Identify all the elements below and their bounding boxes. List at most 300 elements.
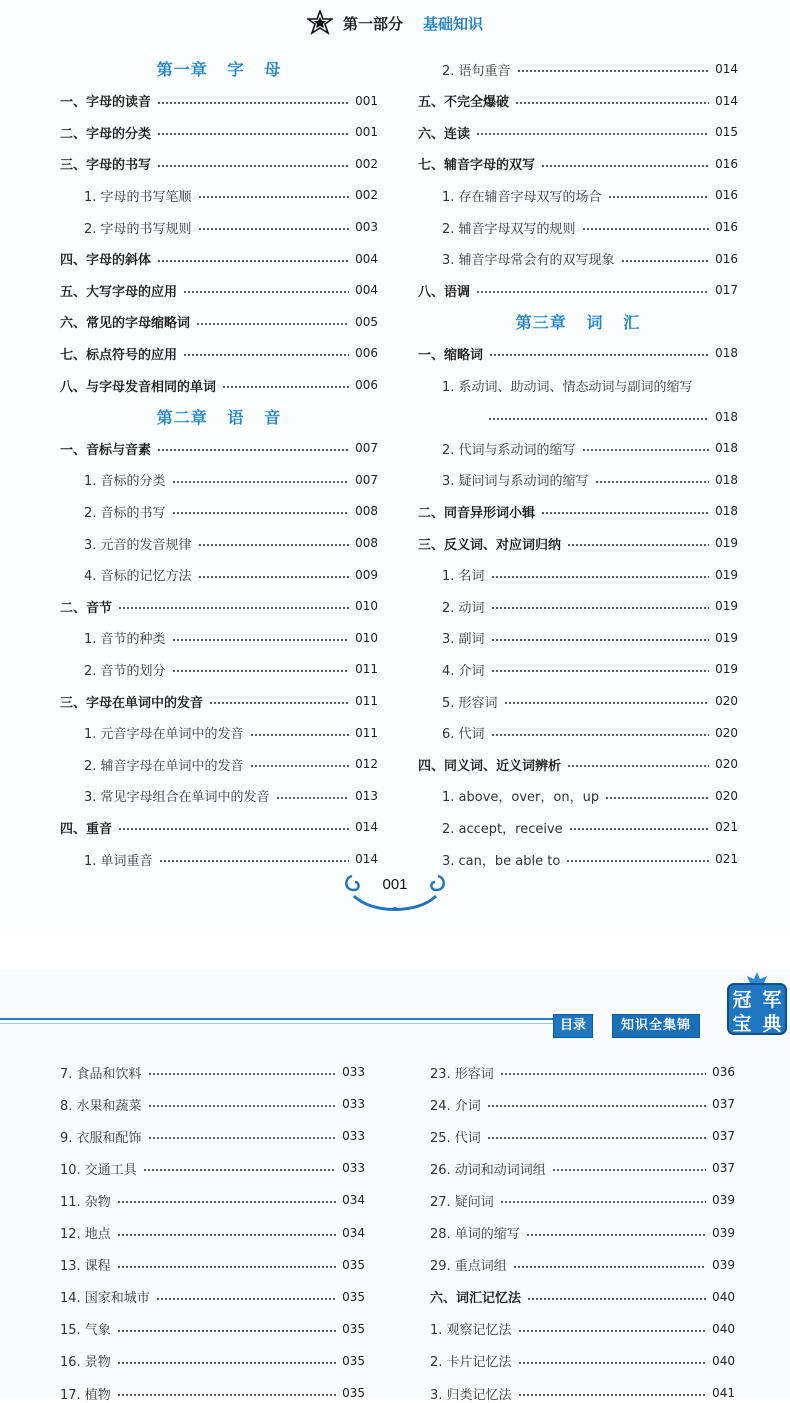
entry-title: 5. 形容词 [442, 695, 498, 711]
dot-leader [117, 1362, 336, 1364]
part-title: 基础知识 [423, 14, 484, 33]
toc-subsection-entry[interactable] [442, 659, 738, 679]
entry-title: 3. 元音的发音规律 [84, 537, 192, 553]
entry-page-number: 036 [712, 1065, 735, 1079]
entry-page-number: 011 [355, 662, 378, 677]
entry-title: 14. 国家和城市 [60, 1291, 150, 1307]
entry-title: 四、重音 [60, 821, 113, 837]
entry-page-number: 016 [715, 188, 738, 203]
entry-title: 17. 植物 [60, 1387, 111, 1403]
dot-leader [552, 1169, 706, 1171]
entry-page-number: 033 [342, 1129, 365, 1144]
entry-page-number: 007 [355, 441, 378, 456]
toc-section-entry[interactable] [418, 280, 738, 300]
toc-subsection-entry[interactable] [430, 1158, 735, 1178]
entry-title: 13. 课程 [60, 1259, 111, 1275]
toc-subsection-entry[interactable] [60, 1062, 365, 1082]
dot-leader [148, 1105, 337, 1107]
entry-title: 11. 杂物 [60, 1194, 111, 1210]
entry-page-number: 035 [342, 1386, 365, 1400]
dot-leader [198, 196, 350, 198]
toc-section-entry[interactable] [60, 438, 378, 458]
entry-title: 4. 介词 [442, 663, 485, 679]
entry-page-number: 033 [342, 1065, 365, 1079]
entry-title: 六、常见的字母缩略词 [60, 316, 191, 332]
chapter-heading: 第一章 字 母 [156, 60, 282, 79]
dot-leader [491, 576, 710, 578]
dot-leader [198, 544, 350, 546]
entry-title: 1. 音标的分类 [84, 474, 166, 490]
toc-subsection-entry[interactable] [430, 1126, 735, 1146]
entry-title: 3. can，be able to [442, 853, 561, 869]
entry-page-number: 016 [715, 220, 738, 234]
entry-page-number: 009 [355, 567, 378, 582]
toc-section-entry[interactable] [60, 154, 378, 174]
header-rule [0, 1018, 555, 1020]
dot-leader [518, 1330, 707, 1332]
entry-page-number: 003 [355, 220, 378, 234]
toc-subsection-entry[interactable] [84, 533, 378, 553]
dot-leader [518, 1394, 707, 1396]
dot-leader [488, 418, 709, 420]
page-number-ornament [338, 868, 452, 918]
dot-leader [172, 639, 350, 641]
dot-leader [526, 1234, 706, 1236]
toc-section-entry[interactable] [60, 691, 378, 711]
entry-title: 1. above，over，on，up [442, 790, 600, 806]
dot-leader [500, 1073, 706, 1075]
toc-subsection-entry[interactable] [442, 249, 738, 269]
toc-subsection-entry[interactable] [442, 691, 738, 711]
entry-title: 八、语调 [418, 284, 471, 300]
dot-leader [143, 1169, 336, 1171]
entry-title: 10. 交通工具 [60, 1162, 137, 1178]
entry-title: 五、不完全爆破 [418, 95, 510, 111]
toc-subsection-entry[interactable] [442, 596, 738, 616]
entry-page-number: 039 [712, 1193, 735, 1208]
entry-page-number: 006 [355, 378, 378, 392]
toc-subsection-entry[interactable] [442, 375, 738, 395]
entry-page-number: 010 [355, 599, 378, 614]
entry-page-number: 019 [715, 536, 738, 550]
toc-subsection-entry[interactable] [430, 1190, 735, 1210]
logo-char-2: 军 [762, 989, 782, 1011]
toc-subsection-entry[interactable] [84, 185, 378, 205]
toc-subsection-entry[interactable] [430, 1094, 735, 1114]
dot-leader [595, 481, 710, 483]
toc-subsection-entry[interactable] [84, 565, 378, 585]
toc-subsection-entry[interactable] [60, 1287, 365, 1307]
toc-section-entry[interactable] [60, 280, 378, 300]
toc-subsection-entry[interactable] [442, 817, 738, 837]
entry-page-number: 004 [355, 251, 378, 266]
logo-char-3: 宝 [732, 1013, 752, 1035]
page-gap [0, 930, 790, 970]
dot-leader [541, 512, 709, 514]
entry-page-number: 019 [715, 599, 738, 614]
entry-page-number: 037 [712, 1097, 735, 1112]
entry-page-number: 034 [342, 1193, 365, 1208]
entry-title: 三、字母的书写 [60, 158, 152, 174]
entry-title: 2. 音节的划分 [84, 663, 166, 679]
toc-subsection-entry[interactable] [442, 185, 738, 205]
toc-subsection-entry[interactable] [60, 1319, 365, 1339]
star-icon [307, 10, 333, 36]
toc-subsection-entry[interactable] [442, 786, 738, 806]
dot-leader [118, 828, 349, 830]
toc-subsection-entry[interactable] [84, 659, 378, 679]
chapter-heading: 第三章 词 汇 [515, 312, 641, 332]
dot-leader [518, 1362, 707, 1364]
toc-subsection-entry[interactable] [84, 501, 378, 521]
toc-section-entry[interactable] [60, 122, 378, 142]
entry-title: 1. 名词 [442, 569, 485, 585]
toc-subsection-entry[interactable] [60, 1223, 365, 1243]
entry-title: 4. 音标的记忆方法 [84, 569, 192, 585]
dot-leader [504, 702, 710, 704]
entry-title: 六、连读 [418, 126, 471, 142]
entry-page-number: 014 [355, 852, 378, 866]
entry-title: 2. 音标的书写 [84, 505, 166, 521]
dot-leader [157, 165, 349, 167]
entry-title: 三、反义词、对应词归纳 [418, 537, 562, 553]
dot-leader [566, 860, 709, 862]
dot-leader [117, 1201, 336, 1203]
dot-leader [250, 765, 350, 767]
entry-page-number: 039 [712, 1257, 735, 1272]
toc-subsection-entry[interactable] [60, 1255, 365, 1275]
entry-title: 1. 元音字母在单词中的发音 [84, 727, 244, 743]
entry-title: 27. 疑问词 [430, 1194, 494, 1210]
toc-subsection-entry[interactable] [442, 59, 738, 79]
toc-subsection-entry[interactable] [430, 1223, 735, 1243]
entry-page-number: 020 [715, 788, 738, 803]
dot-leader [517, 70, 710, 72]
entry-title: 28. 单词的缩写 [430, 1227, 520, 1242]
entry-title: 3. 辅音字母常会有的双写现象 [442, 253, 615, 269]
toc-subsection-entry[interactable] [442, 565, 738, 585]
toc-subsection-entry[interactable] [84, 628, 378, 648]
toc-subsection-entry[interactable] [442, 217, 738, 237]
dot-leader [487, 1105, 706, 1107]
toc-subsection-entry[interactable] [60, 1158, 365, 1178]
dot-leader [582, 449, 710, 451]
entry-page-number: 002 [355, 156, 378, 171]
entry-page-number: 040 [712, 1321, 735, 1336]
entry-page-number: 007 [355, 472, 378, 487]
part-header [0, 6, 790, 40]
entry-page-number: 012 [355, 757, 378, 772]
toc-subsection-entry[interactable] [430, 1062, 735, 1082]
dot-leader [118, 607, 349, 609]
entry-title: 1. 观察记忆法 [430, 1323, 512, 1339]
dot-leader [569, 828, 709, 830]
entry-page-number: 018 [715, 504, 738, 519]
dot-leader [117, 1330, 336, 1332]
entry-page-number: 016 [715, 156, 738, 171]
toc-subsection-entry[interactable] [84, 849, 378, 869]
dot-leader [250, 734, 350, 736]
entry-page-number: 014 [715, 62, 738, 76]
dot-leader [172, 670, 350, 672]
entry-title: 3. 疑问词与系动词的缩写 [442, 474, 589, 490]
dot-leader [209, 702, 349, 704]
toc-subsection-entry[interactable] [60, 1094, 365, 1114]
entry-title: 六、词汇记忆法 [430, 1291, 522, 1307]
dot-leader [156, 1298, 336, 1300]
dot-leader [513, 1266, 706, 1268]
dot-leader [222, 386, 349, 388]
toc-section-entry[interactable] [418, 501, 738, 521]
toc-subsection-entry[interactable] [60, 1126, 365, 1146]
entry-page-number: 014 [715, 93, 738, 108]
entry-page-number: 018 [715, 472, 738, 487]
toc-page-2 [0, 970, 790, 1403]
dot-leader [491, 670, 710, 672]
entry-title: 8. 水果和蔬菜 [60, 1098, 142, 1114]
entry-title: 2. 辅音字母双写的规则 [442, 221, 576, 237]
entry-page-number: 040 [712, 1353, 735, 1368]
entry-title: 7. 食品和饮料 [60, 1066, 142, 1082]
dot-leader [117, 1234, 336, 1236]
dot-leader [276, 797, 350, 799]
dot-leader [476, 291, 709, 293]
entry-title: 3. 副词 [442, 632, 485, 648]
toc-subsection-entry[interactable] [442, 438, 738, 458]
entry-page-number: 035 [342, 1289, 365, 1304]
toc-section-entry[interactable] [60, 596, 378, 616]
toc-subsection-entry[interactable] [84, 723, 378, 743]
toc-section-entry[interactable] [418, 533, 738, 553]
toc-section-entry[interactable] [418, 91, 738, 111]
brand-logo [726, 970, 788, 1036]
entry-title: 6. 代词 [442, 727, 485, 743]
entry-title: 八、与字母发音相同的单词 [60, 379, 217, 395]
entry-title: 2. 字母的书写规则 [84, 221, 192, 237]
entry-page-number: 033 [342, 1161, 365, 1176]
dot-leader [608, 196, 710, 198]
dot-leader [491, 734, 710, 736]
logo-char-1: 冠 [732, 989, 752, 1011]
toc-section-entry[interactable] [60, 343, 378, 363]
entry-title: 四、同义词、近义词辨析 [418, 758, 562, 774]
dot-leader [541, 165, 709, 167]
tag-contents: 目录 [553, 1014, 593, 1038]
entry-page-number: 037 [712, 1161, 735, 1176]
entry-page-number: 001 [355, 93, 378, 108]
dot-leader [487, 1137, 706, 1139]
dot-leader [172, 512, 350, 514]
entry-title: 四、字母的斜体 [60, 253, 152, 269]
entry-title: 1. 系动词、助动词、情态动词与副词的缩写 [442, 379, 693, 395]
dot-leader [567, 544, 709, 546]
entry-title: 1. 单词重音 [84, 853, 153, 869]
toc-section-entry[interactable] [60, 312, 378, 332]
entry-page-number: 034 [342, 1225, 365, 1240]
entry-title: 2. 语句重音 [442, 63, 511, 79]
toc-subsection-entry[interactable] [442, 849, 738, 869]
dot-leader [500, 1201, 706, 1203]
toc-section-entry[interactable] [418, 122, 738, 142]
entry-title: 26. 动词和动词词组 [430, 1162, 546, 1178]
entry-page-number: 011 [355, 694, 378, 708]
entry-page-number: 037 [712, 1129, 735, 1144]
dot-leader [198, 228, 350, 230]
toc-section-entry[interactable] [418, 154, 738, 174]
entry-page-number: 040 [712, 1289, 735, 1304]
entry-page-number: 006 [355, 346, 378, 361]
dot-leader [515, 102, 709, 104]
entry-page-number: 018 [715, 441, 738, 456]
toc-subsection-entry[interactable] [84, 470, 378, 490]
entry-page-number: 035 [342, 1353, 365, 1368]
entry-title: 一、音标与音素 [60, 442, 152, 458]
entry-title: 3. 常见字母组合在单词中的发音 [84, 790, 270, 806]
page-number: 001 [382, 876, 408, 893]
toc-subsection-entry[interactable] [430, 1351, 735, 1371]
dot-leader [148, 1073, 337, 1075]
dot-leader [159, 860, 350, 862]
dot-leader [117, 1394, 336, 1396]
entry-page-number: 008 [355, 504, 378, 519]
entry-page-number: 020 [715, 725, 738, 740]
logo-char-4: 典 [762, 1013, 782, 1035]
dot-leader [605, 797, 709, 799]
dot-leader [476, 133, 709, 135]
entry-page-number: 011 [355, 725, 378, 740]
entry-page-number: 020 [715, 757, 738, 772]
dot-leader [567, 765, 709, 767]
toc-subsection-entry[interactable] [84, 217, 378, 237]
entry-page-number: 017 [715, 283, 738, 298]
toc-subsection-entry[interactable] [60, 1351, 365, 1371]
dot-leader [198, 576, 350, 578]
toc-subsection-entry[interactable] [442, 628, 738, 648]
toc-subsection-entry[interactable] [430, 1319, 735, 1339]
entry-title: 1. 存在辅音字母双写的场合 [442, 189, 602, 205]
toc-subsection-entry[interactable] [60, 1383, 365, 1403]
entry-page-number: 021 [715, 820, 738, 835]
entry-page-number: 020 [715, 694, 738, 708]
entry-page-number: 013 [355, 788, 378, 803]
entry-title: 23. 形容词 [430, 1066, 494, 1082]
toc-subsection-entry[interactable] [442, 470, 738, 490]
toc-section-entry[interactable] [60, 249, 378, 269]
chapter-heading: 第二章 语 音 [156, 407, 282, 427]
toc-subsection-entry[interactable] [482, 407, 738, 427]
dot-leader [148, 1137, 337, 1139]
entry-page-number: 035 [342, 1257, 365, 1272]
entry-title: 25. 代词 [430, 1130, 481, 1146]
entry-title: 1. 字母的书写笔顺 [84, 189, 192, 205]
toc-subsection-entry[interactable] [84, 786, 378, 806]
entry-page-number: 004 [355, 283, 378, 298]
toc-section-entry[interactable] [60, 91, 378, 111]
part-label: 第一部分 [342, 14, 403, 33]
entry-page-number: 041 [712, 1386, 735, 1400]
toc-subsection-entry[interactable] [442, 723, 738, 743]
entry-title: 七、标点符号的应用 [60, 347, 178, 363]
entry-title: 2. 动词 [442, 600, 485, 616]
entry-page-number: 019 [715, 662, 738, 677]
dot-leader [157, 449, 349, 451]
entry-title: 12. 地点 [60, 1227, 111, 1242]
dot-leader [491, 639, 710, 641]
entry-title: 二、同音异形词小辑 [418, 505, 536, 521]
toc-section-entry[interactable] [430, 1287, 735, 1307]
entry-title: 9. 衣服和配饰 [60, 1130, 142, 1146]
entry-title: 2. 辅音字母在单词中的发音 [84, 758, 244, 774]
entry-title: 29. 重点词组 [430, 1259, 507, 1275]
dot-leader [582, 228, 710, 230]
entry-title: 七、辅音字母的双写 [418, 158, 536, 174]
entry-page-number: 018 [715, 409, 738, 424]
toc-subsection-entry[interactable] [430, 1383, 735, 1403]
entry-page-number: 010 [355, 630, 378, 645]
entry-page-number: 018 [715, 346, 738, 361]
dot-leader [196, 323, 349, 325]
entry-page-number: 016 [715, 251, 738, 266]
dot-leader [489, 354, 709, 356]
toc-subsection-entry[interactable] [430, 1255, 735, 1275]
entry-title: 2. accept，receive [442, 821, 563, 837]
entry-page-number: 014 [355, 820, 378, 835]
dot-leader [183, 291, 349, 293]
entry-page-number: 021 [715, 852, 738, 866]
dot-leader [157, 133, 349, 135]
toc-section-entry[interactable] [60, 375, 378, 395]
entry-page-number: 008 [355, 536, 378, 550]
entry-title: 1. 音节的种类 [84, 632, 166, 648]
dot-leader [117, 1266, 336, 1268]
dot-leader [527, 1298, 706, 1300]
entry-title: 五、大写字母的应用 [60, 284, 178, 300]
toc-subsection-entry[interactable] [60, 1190, 365, 1210]
entry-page-number: 035 [342, 1321, 365, 1336]
entry-page-number: 019 [715, 567, 738, 582]
entry-page-number: 005 [355, 314, 378, 329]
entry-title: 24. 介词 [430, 1098, 481, 1114]
entry-title: 3. 归类记忆法 [430, 1387, 512, 1403]
dot-leader [157, 102, 349, 104]
dot-leader [183, 354, 349, 356]
toc-section-entry[interactable] [418, 343, 738, 363]
entry-title: 一、字母的读音 [60, 95, 152, 111]
toc-subsection-entry[interactable] [84, 754, 378, 774]
entry-title: 二、字母的分类 [60, 126, 152, 142]
entry-page-number: 033 [342, 1097, 365, 1112]
entry-title: 15. 气象 [60, 1323, 111, 1339]
dot-leader [491, 607, 710, 609]
entry-page-number: 039 [712, 1225, 735, 1240]
toc-section-entry[interactable] [60, 817, 378, 837]
dot-leader [157, 260, 349, 262]
entry-title: 一、缩略词 [418, 347, 484, 363]
toc-section-entry[interactable] [418, 754, 738, 774]
dot-leader [621, 260, 710, 262]
entry-page-number: 019 [715, 630, 738, 645]
entry-title: 2. 代词与系动词的缩写 [442, 442, 576, 458]
entry-page-number: 001 [355, 125, 378, 140]
tag-section: 知识全集锦 [612, 1014, 700, 1038]
header-rule-thin [0, 1023, 555, 1024]
entry-title: 二、音节 [60, 600, 113, 616]
entry-page-number: 015 [715, 125, 738, 140]
entry-title: 2. 卡片记忆法 [430, 1355, 512, 1371]
entry-title: 三、字母在单词中的发音 [60, 695, 204, 711]
entry-title: 16. 景物 [60, 1355, 111, 1371]
dot-leader [172, 481, 350, 483]
